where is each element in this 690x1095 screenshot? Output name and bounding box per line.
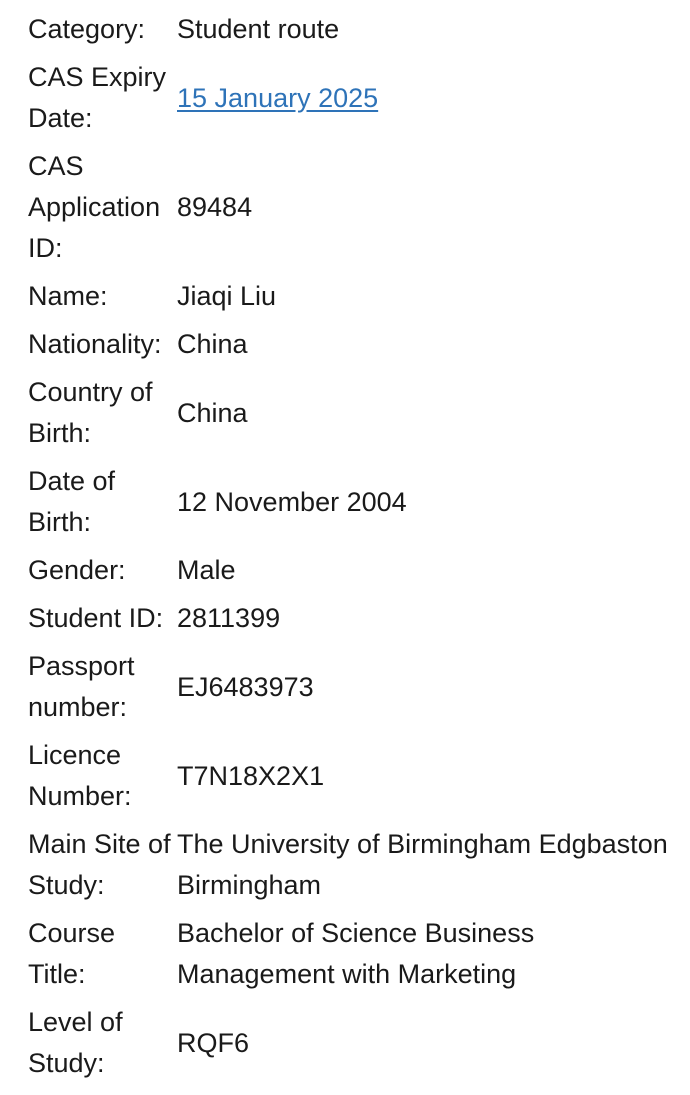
row-date-of-birth bbox=[28, 457, 668, 546]
main-site-of-study-label: Main Site of Study: bbox=[28, 829, 171, 900]
cas-expiry-date-cell bbox=[177, 53, 668, 142]
row-level-of-study bbox=[28, 998, 668, 1087]
country-of-birth-label: Country of Birth: bbox=[28, 377, 153, 448]
cas-application-id-value: 89484 bbox=[177, 192, 253, 222]
nationality-value: China bbox=[177, 329, 248, 359]
main-site-of-study-value: The University of Birmingham Edgbaston Birmingham bbox=[177, 829, 668, 900]
row-country-of-birth bbox=[28, 368, 668, 457]
passport-number-value: EJ6483973 bbox=[177, 671, 314, 702]
gender-label: Gender: bbox=[28, 555, 126, 585]
row-nationality bbox=[28, 320, 668, 368]
row-category bbox=[28, 0, 668, 53]
row-name bbox=[28, 272, 668, 320]
row-course-title bbox=[28, 909, 668, 998]
licence-number-label: Licence Number: bbox=[28, 740, 132, 811]
licence-number-value: T7N18X2X1 bbox=[177, 760, 325, 791]
student-id-label: Student ID: bbox=[28, 603, 164, 633]
cas-details-table bbox=[28, 0, 668, 1087]
name-value: Jiaqi Liu bbox=[177, 281, 277, 311]
name-label: Name: bbox=[28, 281, 108, 311]
row-cas-expiry-date bbox=[28, 53, 668, 142]
category-value: Student route bbox=[177, 14, 340, 44]
passport-number-label: Passport number: bbox=[28, 651, 135, 722]
date-of-birth-label: Date of Birth: bbox=[28, 466, 116, 537]
cas-expiry-date-label: CAS Expiry Date: bbox=[28, 62, 167, 133]
gender-value: Male bbox=[177, 555, 236, 585]
row-main-site-of-study bbox=[28, 820, 668, 909]
row-student-id bbox=[28, 594, 668, 642]
level-of-study-value: RQF6 bbox=[177, 1027, 250, 1058]
level-of-study-label: Level of Study: bbox=[28, 1007, 123, 1078]
nationality-label: Nationality: bbox=[28, 329, 162, 359]
course-title-value: Bachelor of Science Business Management with Marketing bbox=[177, 918, 535, 989]
row-gender bbox=[28, 546, 668, 594]
course-title-label: Course Title: bbox=[28, 918, 116, 989]
cas-application-id-label: CAS Application ID: bbox=[28, 151, 161, 263]
cas-expiry-date-link[interactable]: 15 January 2025 bbox=[177, 82, 379, 113]
row-passport-number bbox=[28, 642, 668, 731]
row-licence-number bbox=[28, 731, 668, 820]
date-of-birth-value: 12 November 2004 bbox=[177, 486, 407, 517]
category-label: Category: bbox=[28, 14, 146, 44]
row-cas-application-id bbox=[28, 142, 668, 272]
country-of-birth-value: China bbox=[177, 397, 248, 428]
student-id-value: 2811399 bbox=[177, 603, 281, 633]
